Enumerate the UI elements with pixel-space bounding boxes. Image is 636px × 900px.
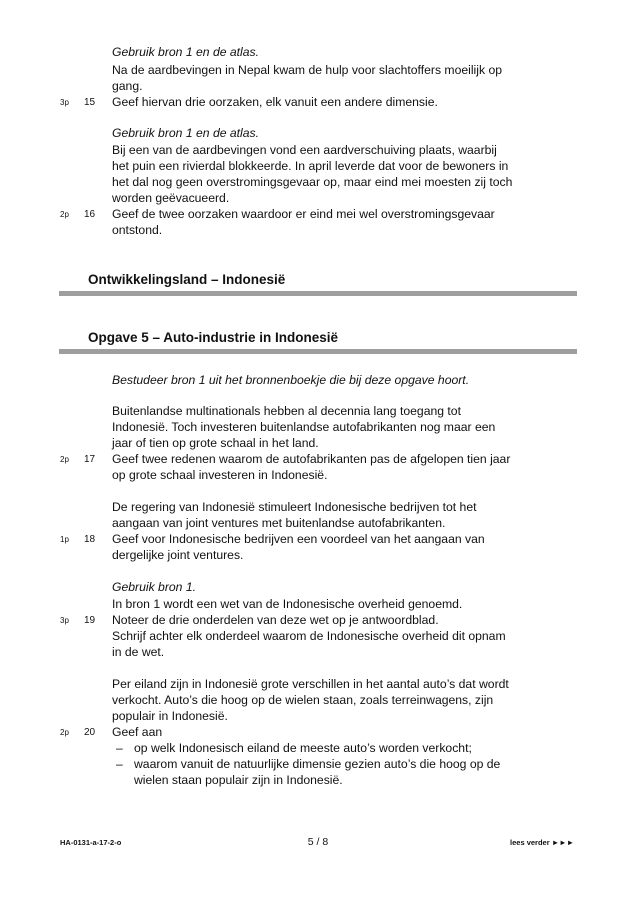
q16-question-line: Geef de twee oorzaken waardoor er eind mei wel overstromingsgevaar [112, 207, 495, 221]
q16-number: 16 [84, 209, 96, 220]
q18-question-line: dergelijke joint ventures. [112, 548, 244, 562]
q20-number: 20 [84, 727, 96, 738]
section-divider [59, 291, 577, 296]
q18-intro-line: aangaan van joint ventures met buitenlandse autofabrikanten. [112, 516, 446, 530]
q20-question: Geef aan [112, 725, 163, 739]
q18-points: 1p [60, 535, 69, 544]
q16-intro-line: het puin een rivierdal blokkeerde. In april leverde dat voor de bewoners in [112, 159, 509, 173]
q16-intro-line: worden geëvacueerd. [112, 191, 230, 205]
q18-question-line: Geef voor Indonesische bedrijven een voordeel van het aangaan van [112, 532, 485, 546]
q18-intro-line: De regering van Indonesië stimuleert Indonesische bedrijven tot het [112, 500, 477, 514]
section-heading: Ontwikkelingsland – Indonesië [88, 272, 286, 287]
q17-points: 2p [60, 455, 69, 464]
q15-question: Geef hiervan drie oorzaken, elk vanuit een andere dimensie. [112, 95, 438, 109]
q20-intro-line: verkocht. Auto’s die hoog op de wielen staan, zoals terreinwagens, zijn [112, 693, 494, 707]
q16-intro-line: Bij een van de aardbevingen vond een aardverschuiving plaats, waarbij [112, 143, 497, 157]
q17-intro-line: Indonesië. Toch investeren buitenlandse autofabrikanten nog maar een [112, 420, 496, 434]
q15-intro-line: Na de aardbevingen in Nepal kwam de hulp voor slachtoffers moeilijk op [112, 63, 502, 77]
opgave-heading: Opgave 5 – Auto-industrie in Indonesië [88, 330, 339, 345]
continue-indicator: lees verder ►►► [510, 838, 574, 847]
q20-intro-line: Per eiland zijn in Indonesië grote verschillen in het aantal auto’s dat wordt [112, 677, 509, 691]
q17-number: 17 [84, 454, 96, 465]
q16-intro-line: het dal nog geen overstromingsgevaar op, maar eind mei moesten zij toch [112, 175, 513, 189]
q17-intro-line: jaar of tien op grote schaal in het land. [112, 436, 319, 450]
q19-intro-line: In bron 1 wordt een wet van de Indonesische overheid genoemd. [112, 597, 463, 611]
q20-points: 2p [60, 728, 69, 737]
q19-number: 19 [84, 615, 96, 626]
q15-number: 15 [84, 97, 96, 108]
q19-question-line: Schrijf achter elk onderdeel waarom de Indonesische overheid dit opnam [112, 629, 506, 643]
q20-bullet-line: waarom vanuit de natuurlijke dimensie gezien auto’s die hoog op de [134, 757, 501, 771]
opgave-divider [59, 349, 577, 354]
q19-question-line: in de wet. [112, 645, 165, 659]
q16-question-line: ontstond. [112, 223, 163, 237]
q16-points: 2p [60, 210, 69, 219]
q19-points: 3p [60, 616, 69, 625]
q17-question-line: Geef twee redenen waarom de autofabrikanten pas de afgelopen tien jaar [112, 452, 511, 466]
bullet-dash: – [116, 741, 123, 755]
q18-number: 18 [84, 534, 96, 545]
q19-question-line: Noteer de drie onderdelen van deze wet op je antwoordblad. [112, 613, 439, 627]
q16-instruction: Gebruik bron 1 en de atlas. [112, 126, 260, 140]
q15-points: 3p [60, 98, 69, 107]
q15-intro-line: gang. [112, 79, 143, 93]
q17-question-line: op grote schaal investeren in Indonesië. [112, 468, 328, 482]
footer-exam-code: HA-0131-a-17-2-o [60, 838, 122, 847]
bullet-dash: – [116, 757, 123, 771]
q20-bullet: op welk Indonesisch eiland de meeste auto’s worden verkocht; [134, 741, 472, 755]
q20-intro-line: populair in Indonesië. [112, 709, 228, 723]
q15-instruction: Gebruik bron 1 en de atlas. [112, 45, 260, 59]
page-number: 5 / 8 [307, 836, 329, 848]
q19-instruction: Gebruik bron 1. [112, 580, 197, 594]
q20-bullet-line: wielen staan populair zijn in Indonesië. [134, 773, 343, 787]
q17-intro-line: Buitenlandse multinationals hebben al decennia lang toegang tot [112, 404, 461, 418]
opgave-instruction: Bestudeer bron 1 uit het bronnenboekje die bij deze opgave hoort. [112, 373, 470, 387]
